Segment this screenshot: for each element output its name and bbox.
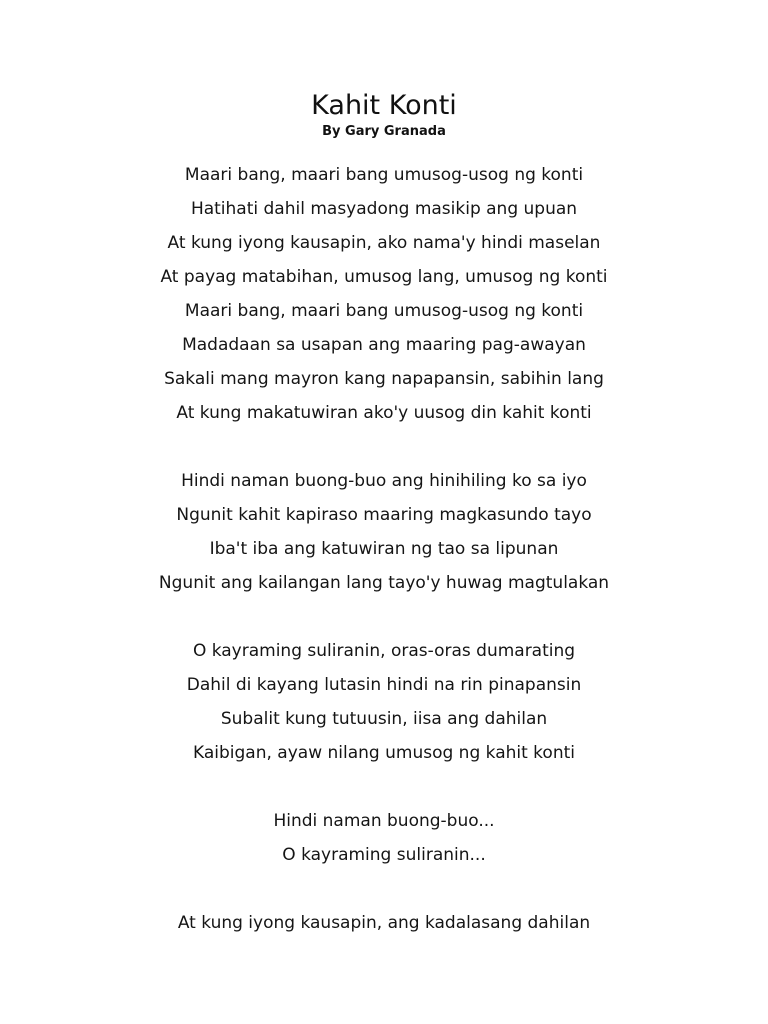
lyric-line: At kung makatuwiran ako'y uusog din kahit konti [176, 403, 592, 423]
lyric-line: At kung iyong kausapin, ang kadalasang dahilan [177, 913, 591, 933]
song-title: Kahit Konti [311, 90, 457, 121]
lyric-line: Hindi naman buong-buo... [273, 811, 495, 831]
lyric-line: Hindi naman buong-buo ang hinihiling ko sa iyo [181, 471, 587, 491]
lyric-line: Hatihati dahil masyadong masikip ang upuan [190, 199, 578, 219]
lyric-line: Kaibigan, ayaw nilang umusog ng kahit konti [193, 743, 575, 763]
lyric-line: Madadaan sa usapan ang maaring pag-awayan [182, 335, 586, 355]
lyric-line: Maari bang, maari bang umusog-usog ng konti [184, 165, 584, 185]
lyric-line: O kayraming suliranin, oras-oras dumarating [192, 641, 576, 661]
lyric-line: Ngunit ang kailangan lang tayo'y huwag magtulakan [158, 573, 610, 593]
lyric-line: Sakali mang mayron kang napapansin, sabihin lang [164, 369, 604, 389]
song-author: By Gary Granada [322, 124, 446, 139]
lyric-line: Ngunit kahit kapiraso maaring magkasundo tayo [176, 505, 592, 525]
lyric-line: At kung iyong kausapin, ako nama'y hindi maselan [167, 233, 601, 253]
lyric-line: O kayraming suliranin... [282, 845, 486, 865]
lyric-line: At payag matabihan, umusog lang, umusog ng konti [160, 267, 608, 287]
lyric-line: Iba't iba ang katuwiran ng tao sa lipunan [209, 539, 559, 559]
lyric-line: Dahil di kayang lutasin hindi na rin pinapansin [186, 675, 582, 695]
lyric-line: Subalit kung tutuusin, iisa ang dahilan [220, 709, 548, 729]
lyric-line: Maari bang, maari bang umusog-usog ng konti [184, 301, 584, 321]
